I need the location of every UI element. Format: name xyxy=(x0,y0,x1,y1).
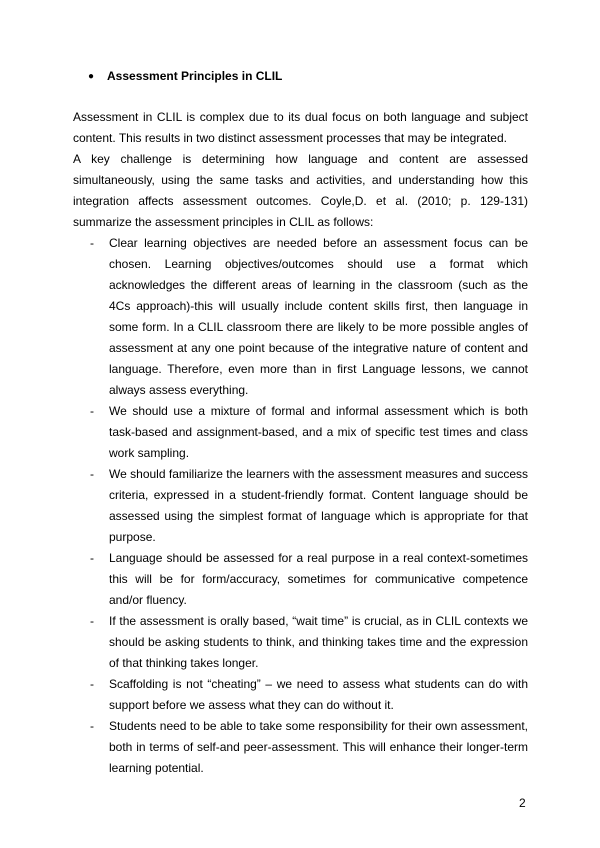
dash-marker: - xyxy=(90,404,94,418)
list-item xyxy=(73,674,528,716)
list-item-text: We should use a mixture of formal and informal assessment which is both task-based and assignment-based, and a mix of specific test times and class work sampling. xyxy=(109,404,528,460)
list-item xyxy=(73,716,528,779)
intro-paragraph: Assessment in CLIL is complex due to its dual focus on both language and subject content. This results in two distinct assessment processes that may be integrated. xyxy=(73,110,528,145)
dash-marker: - xyxy=(90,614,94,628)
dash-marker: - xyxy=(90,677,94,691)
list-item xyxy=(73,464,528,548)
list-item xyxy=(73,233,528,401)
dash-marker: - xyxy=(90,467,94,481)
document-page xyxy=(73,66,528,779)
dash-marker: - xyxy=(90,719,94,733)
dash-marker: - xyxy=(90,551,94,565)
list-item xyxy=(73,401,528,464)
list-item-text: If the assessment is orally based, “wait time” is crucial, as in CLIL contexts we should be asking students to think, and thinking takes time and the expression of that thinking takes longer. xyxy=(109,614,528,670)
page-number: 2 xyxy=(519,796,526,810)
bullet-icon: ● xyxy=(88,71,95,82)
list-item-text: We should familiarize the learners with the assessment measures and success criteria, expressed in a student-friendly format. Content language should be assessed using the simplest format of language which is appropriate for that purpose. xyxy=(109,467,528,544)
section-heading xyxy=(73,66,528,87)
list-item-text: Clear learning objectives are needed before an assessment focus can be chosen. Learning objectives/outcomes should use a format which acknowledges the different areas of learning in the classroom (such as the 4Cs approach)-this will usually include content skills first, then language in some form. In a CLIL classroom there are likely to be more possible angles of assessment at any one point because of the integrative nature of content and language. Therefore, even more than in first Language lessons, we cannot always assess everything. xyxy=(109,236,528,397)
list-item xyxy=(73,548,528,611)
dash-marker: - xyxy=(90,236,94,250)
list-item xyxy=(73,611,528,674)
section-title: Assessment Principles in CLIL xyxy=(107,69,283,83)
list-item-text: Language should be assessed for a real purpose in a real context-sometimes this will be for form/accuracy, sometimes for communicative competence and/or fluency. xyxy=(109,551,528,607)
principles-list xyxy=(73,233,528,779)
list-item-text: Scaffolding is not “cheating” – we need to assess what students can do with support before we assess what they can do without it. xyxy=(109,677,528,712)
list-item-text: Students need to be able to take some responsibility for their own assessment, both in terms of self-and peer-assessment. This will enhance their longer-term learning potential. xyxy=(109,719,528,775)
challenge-paragraph: A key challenge is determining how language and content are assessed simultaneously, using the same tasks and activities, and understanding how this integration affects assessment outcomes. Coyle,D. et al. (2010; p. 129-131) summarize the assessment principles in CLIL as follows: xyxy=(73,152,528,229)
